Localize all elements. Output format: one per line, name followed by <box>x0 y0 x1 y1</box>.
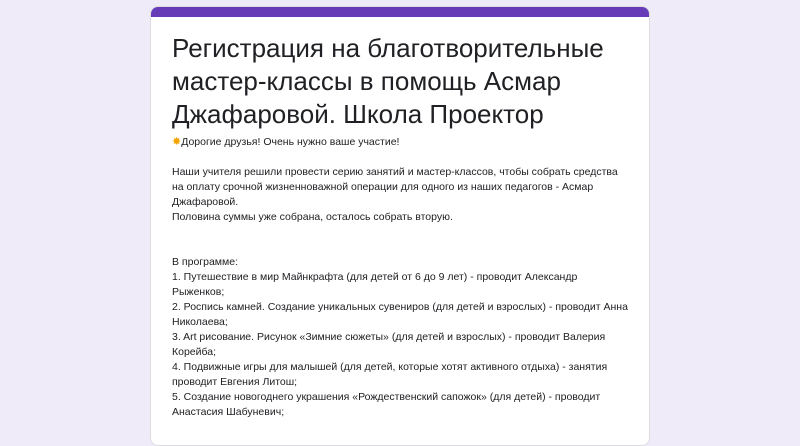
form-header-card <box>150 6 650 446</box>
form-description <box>172 135 632 420</box>
paragraph1-line1: Наши учителя решили провести серию занятий и мастер-классов, чтобы собрать средства на оплату срочной жизненноважной операции для одного из наших педагогов - Асмар Джафаровой. <box>172 166 618 208</box>
program-item: 5. Создание новогоднего украшения «Рождественский сапожок» (для детей) - проводит Анастасия Шабуневич; <box>172 391 601 418</box>
program-heading: В программе: <box>172 256 238 268</box>
spacer <box>172 225 632 240</box>
intro-line <box>172 135 632 150</box>
spacer <box>172 150 632 165</box>
form-accent-bar <box>151 7 649 17</box>
spacer <box>172 240 632 255</box>
collision-sparkle-icon: ✸ <box>172 136 182 148</box>
form-title: Регистрация на благотворительные мастер-классы в помощь Асмар Джафаровой. Школа Проектор <box>172 33 604 129</box>
program-item: 3. Art рисование. Рисунок «Зимние сюжеты» (для детей и взрослых) - проводит Валерия Корейба; <box>172 331 606 358</box>
program-item: 2. Роспись камней. Создание уникальных сувениров (для детей и взрослых) - проводит Анна Николаева; <box>172 301 628 328</box>
program-item: 1. Путешествие в мир Майнкрафта (для детей от 6 до 9 лет) - проводит Александр Рыженков; <box>172 271 578 298</box>
intro-text: Дорогие друзья! Очень нужно ваше участие! <box>181 136 400 148</box>
program-item: 4. Подвижные игры для малышей (для детей, которые хотят активного отдыха) - занятия проводит Евгения Литош; <box>172 361 608 388</box>
paragraph1-line2: Половина суммы уже собрана, осталось собрать вторую. <box>172 211 453 223</box>
